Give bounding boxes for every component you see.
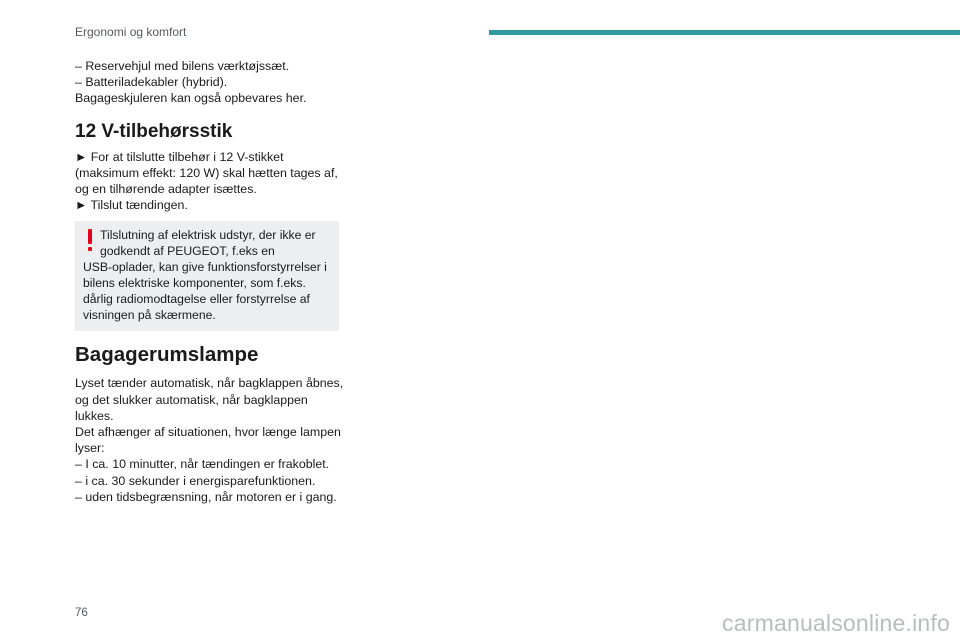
warning-line: Tilslutning af elektrisk udstyr, der ikke er <box>100 228 316 243</box>
intro-block <box>75 58 340 107</box>
socket-instructions <box>75 149 340 214</box>
lamp-line: Lyset tænder automatisk, når bagklappen åbnes, <box>75 376 344 391</box>
warning-line: godkendt af PEUGEOT, f.eks en <box>100 244 275 259</box>
header-accent-bar <box>489 30 960 35</box>
warning-line: visningen på skærmene. <box>83 308 216 323</box>
socket-line: ► Tilslut tændingen. <box>75 198 188 213</box>
intro-line: – Reservehjul med bilens værktøjssæt. <box>75 59 290 73</box>
content-column <box>75 58 344 505</box>
lamp-line: og det slukker automatisk, når bagklappen <box>75 392 308 407</box>
socket-heading: 12 V-tilbehørsstik <box>75 120 233 142</box>
intro-line: – Batteriladekabler (hybrid). <box>75 75 228 90</box>
lamp-line: lukkes. <box>75 408 114 423</box>
section-header: Ergonomi og komfort <box>75 25 187 39</box>
socket-line: og en tilhørende adapter isættes. <box>75 182 257 197</box>
warning-line: bilens elektriske komponenter, som f.eks. <box>83 276 306 291</box>
lamp-line: – i ca. 30 sekunder i energisparefunktionen. <box>75 473 316 488</box>
lamp-text <box>75 375 344 505</box>
intro-line: Bagageskjuleren kan også opbevares her. <box>75 91 307 106</box>
socket-line: (maksimum effekt: 120 W) skal hætten tages af, <box>75 165 338 180</box>
socket-line: ► For at tilslutte tilbehør i 12 V-stikket <box>75 149 284 164</box>
warning-line: USB-oplader, kan give funktionsforstyrrelser i <box>83 260 327 275</box>
lamp-line: lyser: <box>75 441 105 456</box>
warning-box <box>75 221 339 331</box>
lamp-line: Det afhænger af situationen, hvor længe lampen <box>75 425 341 440</box>
exclamation-icon <box>85 229 95 253</box>
lamp-line: – uden tidsbegrænsning, når motoren er i gang. <box>75 489 337 504</box>
lamp-line: – I ca. 10 minutter, når tændingen er frakoblet. <box>75 457 330 472</box>
warning-line: dårlig radiomodtagelse eller forstyrrelse af <box>83 292 310 307</box>
lamp-heading: Bagagerumslampe <box>75 343 259 367</box>
watermark: carmanualsonline.info <box>722 610 950 636</box>
page-number: 76 <box>75 607 88 619</box>
